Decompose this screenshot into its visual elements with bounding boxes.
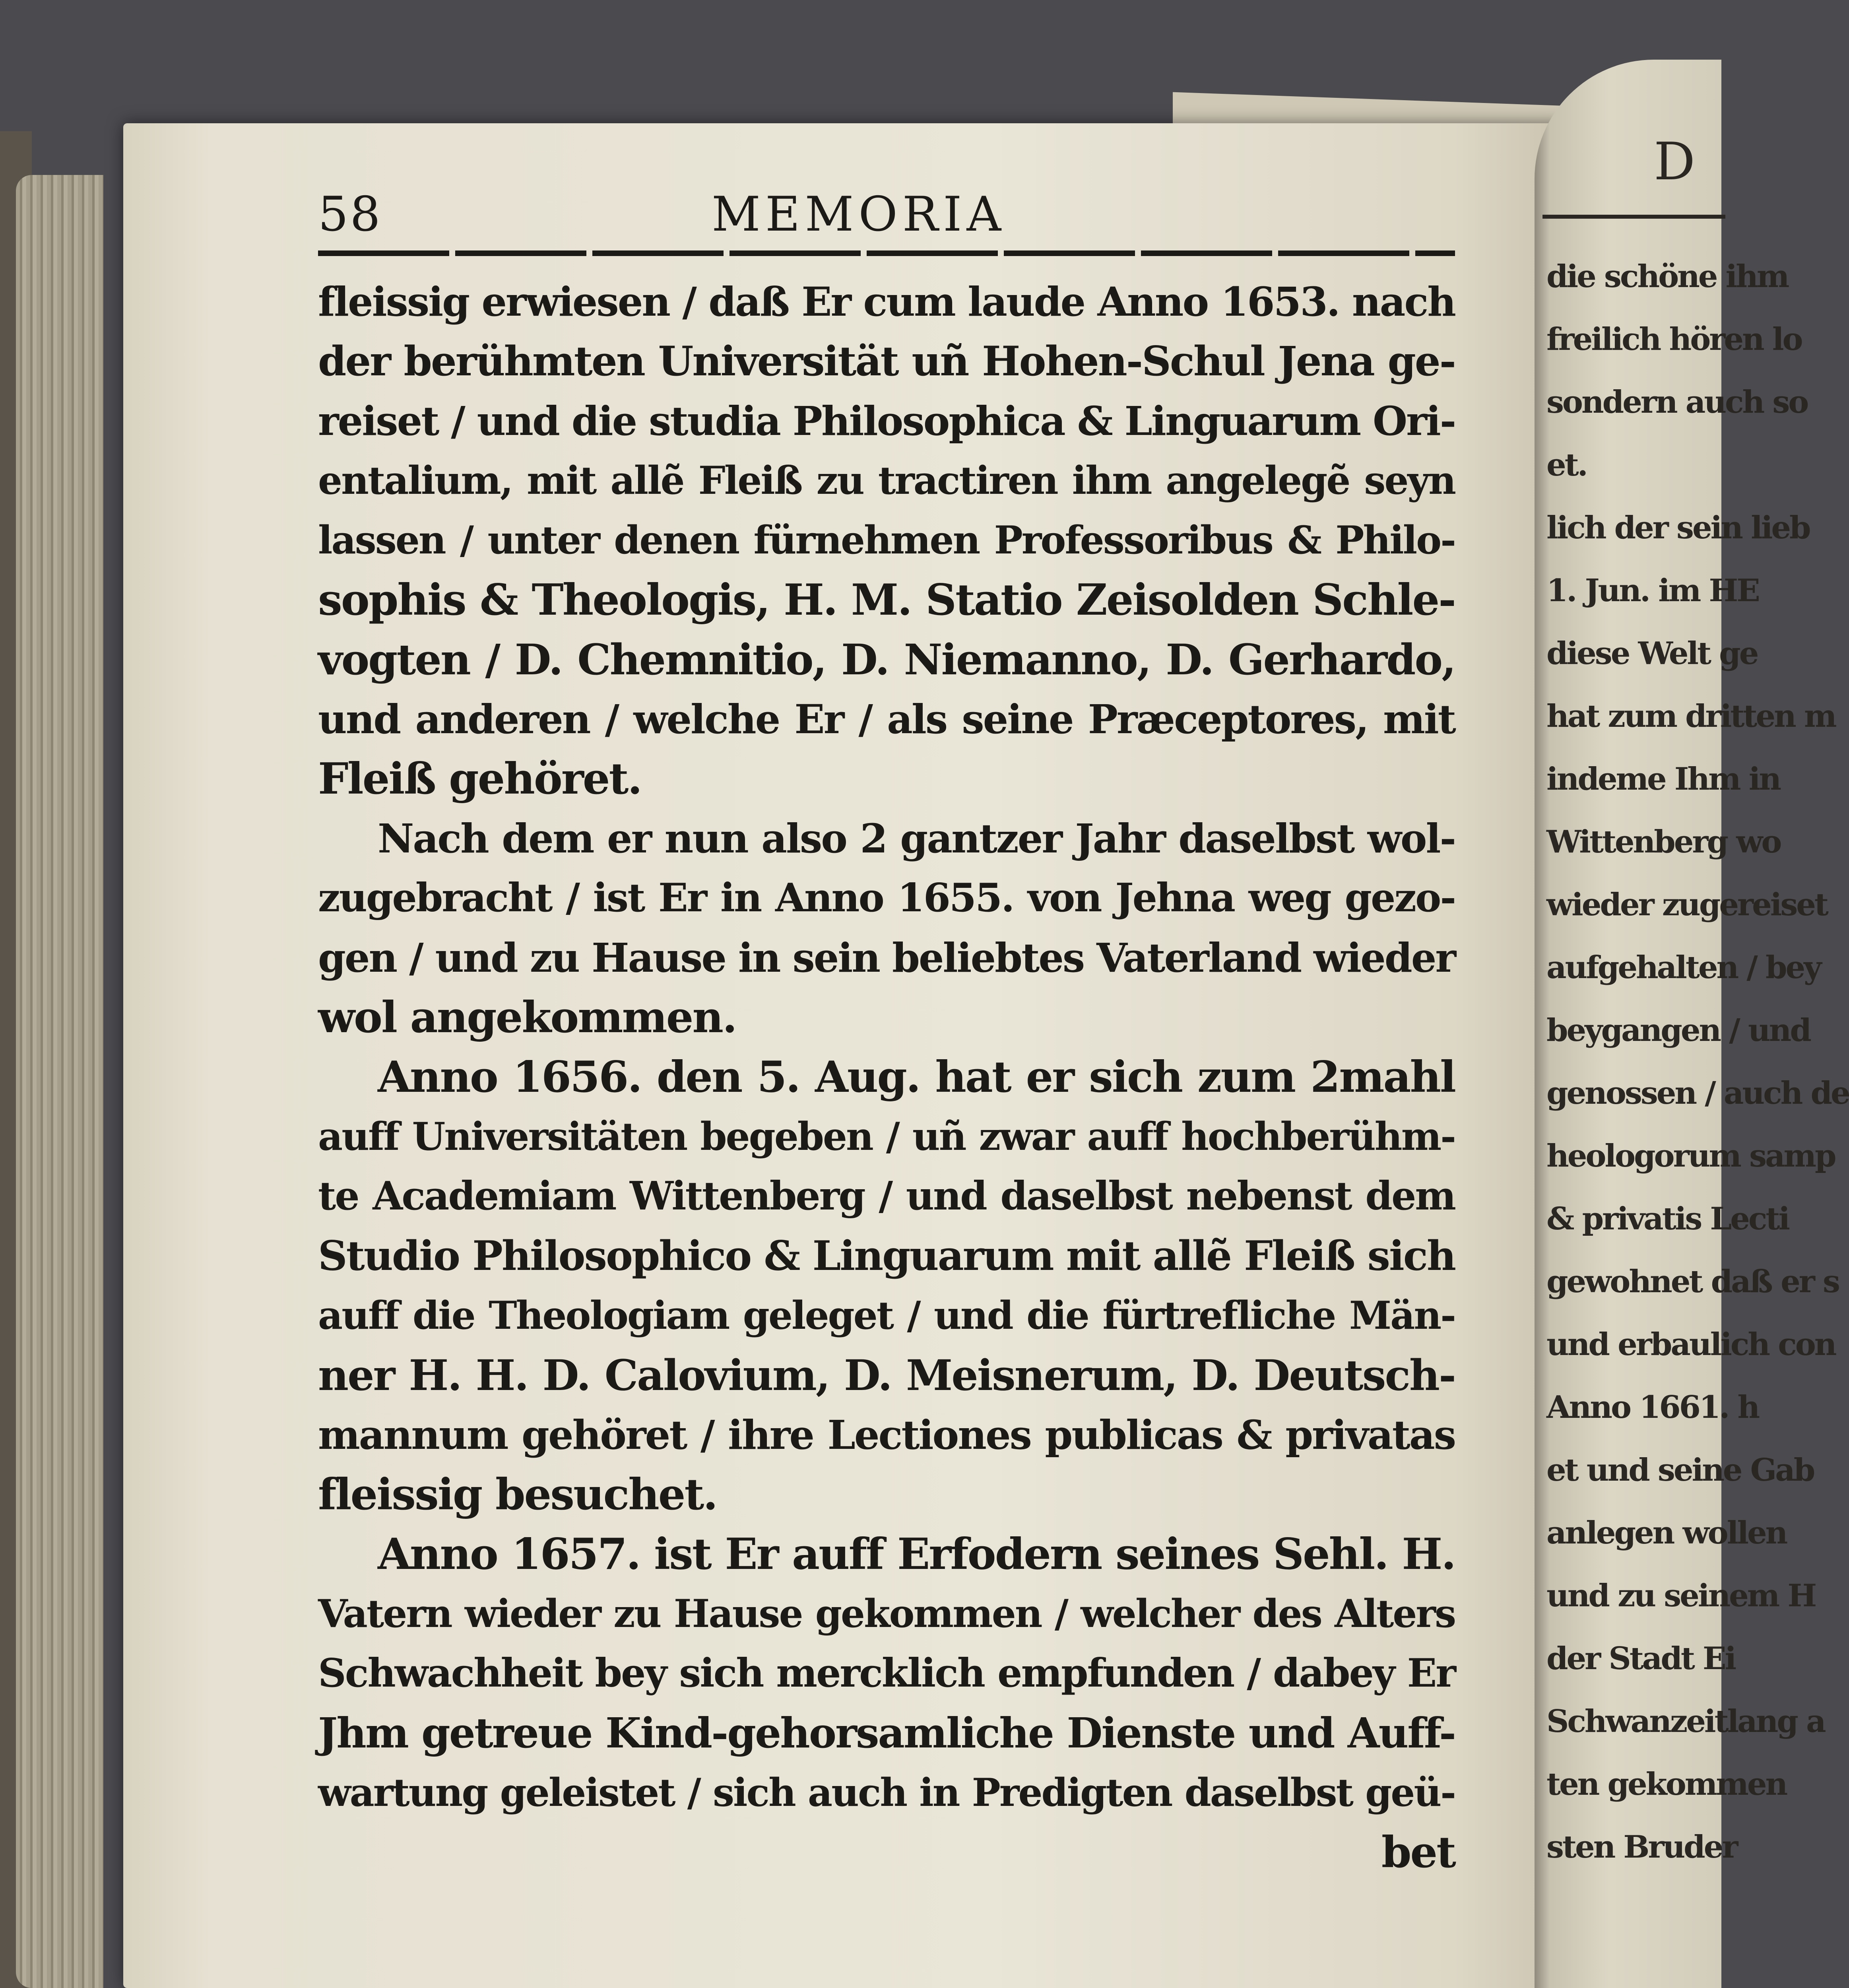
facing-page-line: diese Welt ge [1546,635,1758,672]
page-header [318,187,1455,247]
facing-page-line: anlegen wollen [1546,1515,1787,1551]
text-line: gen / und zu Hause in sein beliebtes Vaterland wieder [318,934,1455,981]
facing-page-line: der Stadt Ei [1546,1640,1735,1677]
facing-page-line: heologorum samp [1546,1138,1835,1174]
text-line: entalium, mit allẽ Fleiß zu tractiren ihm angelegẽ seyn [318,458,1455,503]
text-line: Anno 1656. den 5. Aug. hat er sich zum 2mahl [378,1052,1455,1102]
facing-page-line: beygangen / und [1546,1012,1810,1048]
facing-page-line: Schwanzeitlang a [1546,1703,1825,1740]
header-rule [318,250,1455,256]
facing-page-heading: D [1654,131,1696,192]
facing-page-line: ten gekommen [1546,1766,1787,1802]
facing-page-line: et. [1546,447,1587,483]
facing-page-line: sten Bruder [1546,1829,1737,1865]
text-line: wol angekommen. [318,992,736,1043]
text-line: Schwachheit bey sich mercklich empfunden / dabey Er [318,1650,1455,1696]
facing-page-line: et und seine Gab [1546,1452,1814,1488]
text-line: wartung geleistet / sich auch in Predigten daselbst geü- [318,1770,1455,1815]
text-line: reiset / und die studia Philosophica & Linguarum Ori- [318,398,1455,445]
facing-page [1535,60,1849,1988]
facing-page-line: & privatis Lecti [1546,1201,1789,1237]
facing-page-rule [1542,215,1725,219]
text-line: Studio Philosophico & Linguarum mit allẽ Fleiß sich [318,1232,1455,1280]
text-line: der berühmten Universität uñ Hohen-Schul Jena ge- [318,338,1455,385]
text-line: Vatern wieder zu Hause gekommen / welcher des Alters [318,1591,1455,1636]
book-page-edges [16,175,103,1988]
facing-page-line: Wittenberg wo [1546,824,1781,860]
running-title: MEMORIA [712,187,1006,242]
text-line: Anno 1657. ist Er auff Erfodern seines Sehl. H. [378,1529,1455,1579]
facing-page-line: gewohnet daß er s [1546,1264,1839,1300]
text-line: Nach dem er nun also 2 gantzer Jahr daselbst wol- [378,815,1455,862]
facing-page-line: wieder zugereiset [1546,887,1827,923]
facing-page-line: hat zum dritten m [1546,698,1835,734]
text-line: Fleiß gehöret. [318,754,641,804]
text-line: lassen / unter denen fürnehmen Professoribus & Philo- [318,518,1455,563]
text-line: zugebracht / ist Er in Anno 1655. von Jehna weg gezo- [318,875,1455,921]
facing-page-line: und erbaulich con [1546,1326,1835,1363]
text-line: te Academiam Wittenberg / und daselbst nebenst dem [318,1173,1455,1219]
page-number: 58 [318,187,382,242]
facing-page-line: Anno 1661. h [1546,1389,1759,1425]
text-block [318,187,1455,1882]
facing-page-line: aufgehalten / bey [1546,949,1820,986]
text-line: auff Universitäten begeben / uñ zwar auff hochberühm- [318,1114,1455,1159]
facing-page-line: genossen / auch de [1546,1075,1849,1111]
text-line: sophis & Theologis, H. M. Statio Zeisolden Schle- [318,575,1455,625]
body-text [318,272,1455,1882]
text-line: auff die Theologiam geleget / und die fürtrefliche Män- [318,1293,1455,1338]
text-line: fleissig besuchet. [318,1470,717,1520]
facing-page-line: indeme Ihm in [1546,761,1780,797]
text-line: Jhm getreue Kind-gehorsamliche Dienste und Auff- [318,1708,1455,1757]
catchword: bet [1381,1827,1455,1877]
facing-page-line: freilich hören lo [1546,321,1802,357]
text-line: ner H. H. D. Calovium, D. Meisnerum, D. Deutsch- [318,1350,1455,1400]
text-line: und anderen / welche Er / als seine Præceptores, mit [318,696,1455,743]
text-line: mannum gehöret / ihre Lectiones publicas & privatas [318,1411,1455,1458]
facing-page-line: und zu seinem H [1546,1578,1816,1614]
facing-page-line: die schöne ihm [1546,258,1788,295]
facing-page-line: lich der sein lieb [1546,510,1810,546]
facing-page-line: sondern auch so [1546,384,1808,420]
text-line: fleissig erwiesen / daß Er cum laude Anno 1653. nach [318,278,1455,325]
text-line: vogten / D. Chemnitio, D. Niemanno, D. Gerhardo, [318,635,1455,684]
facing-page-line: 1. Jun. im HE [1546,573,1759,609]
